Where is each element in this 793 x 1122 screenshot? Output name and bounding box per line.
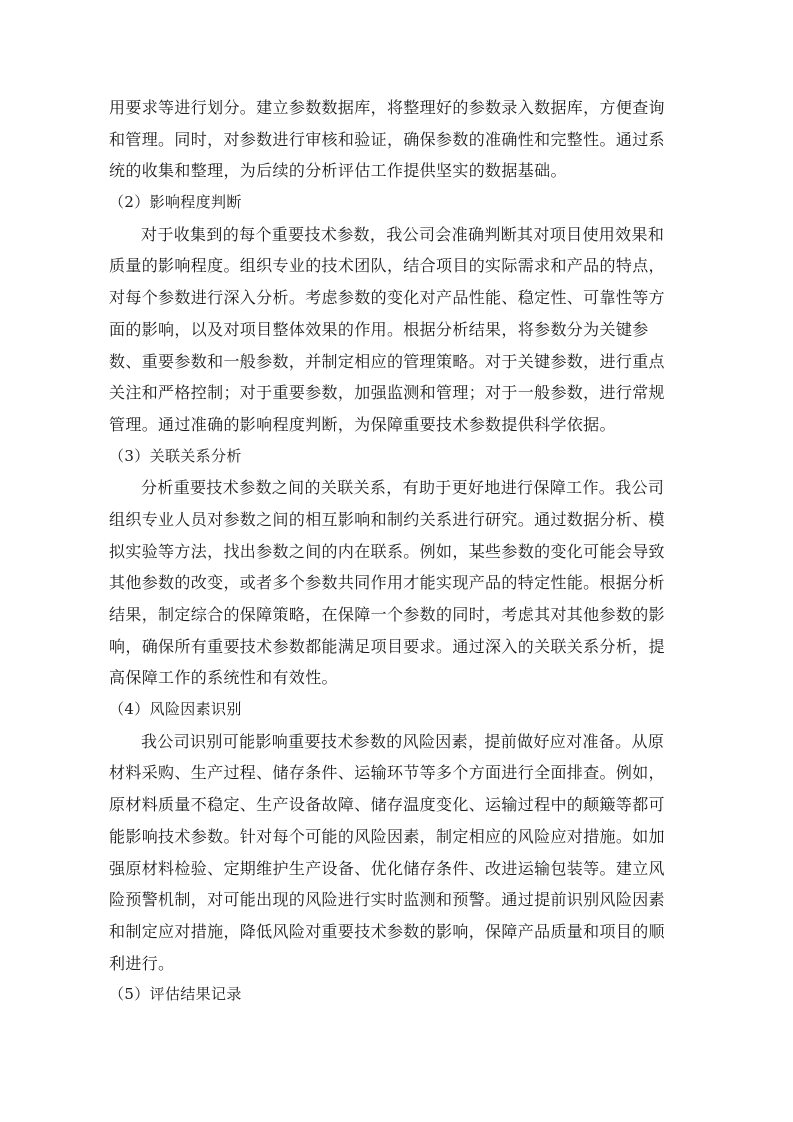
paragraph-line: 管理。通过准确的影响程度判断，为保障重要技术参数提供科学依据。 xyxy=(109,414,616,434)
paragraph-line: 对每个参数进行深入分析。考虑参数的变化对产品性能、稳定性、可靠性等方 xyxy=(109,288,665,308)
paragraph-line: 组织专业人员对参数之间的相互影响和制约关系进行研究。通过数据分析、模 xyxy=(109,509,665,529)
paragraph-line: 面的影响，以及对项目整体效果的作用。根据分析结果，将参数分为关键参 xyxy=(109,319,649,339)
paragraph-line: 高保障工作的系统性和有效性。 xyxy=(109,668,338,688)
paragraph-line: 和制定应对措施，降低风险对重要技术参数的影响，保障产品质量和项目的顺 xyxy=(109,921,665,941)
paragraph-line: 数、重要参数和一般参数，并制定相应的管理策略。对于关键参数，进行重点 xyxy=(109,351,665,371)
section-result-record xyxy=(109,979,682,1011)
paragraph-line: 险预警机制，对可能出现的风险进行实时监测和预警。通过提前识别风险因素 xyxy=(109,890,665,910)
section-heading: （4）风险因素识别 xyxy=(109,700,242,719)
paragraph-line: 分析重要技术参数之间的关联关系，有助于更好地进行保障工作。我公司 xyxy=(141,478,665,498)
paragraph-line: 利进行。 xyxy=(109,953,175,973)
paragraph-line: 关注和严格控制；对于重要参数，加强监测和管理；对于一般参数，进行常规 xyxy=(109,383,665,403)
section-heading: （5）评估结果记录 xyxy=(109,985,242,1004)
paragraph-line: 用要求等进行划分。建立参数数据库，将整理好的参数录入数据库，方便查询 xyxy=(109,98,665,117)
paragraph-line: 能影响技术参数。针对每个可能的风险因素，制定相应的风险应对措施。如加 xyxy=(109,826,665,846)
paragraph-line: 我公司识别可能影响重要技术参数的风险因素，提前做好应对准备。从原 xyxy=(141,731,665,751)
intro-paragraph xyxy=(109,92,682,187)
paragraph-line: 对于收集到的每个重要技术参数，我公司会准确判断其对项目使用效果和 xyxy=(141,224,665,244)
section-heading: （2）影响程度判断 xyxy=(109,193,242,212)
paragraph-line: 响，确保所有重要技术参数都能满足项目要求。通过深入的关联关系分析，提 xyxy=(109,636,665,656)
section-risk-identification xyxy=(109,694,682,979)
paragraph-line: 强原材料检验、定期维护生产设备、优化储存条件、改进运输包装等。建立风 xyxy=(109,858,665,878)
paragraph-line: 统的收集和整理，为后续的分析评估工作提供坚实的数据基础。 xyxy=(109,161,567,181)
paragraph-line: 材料采购、生产过程、储存条件、运输环节等多个方面进行全面排查。例如， xyxy=(109,763,665,783)
paragraph-line: 其他参数的改变，或者多个参数共同作用才能实现产品的特定性能。根据分析 xyxy=(109,573,665,593)
section-correlation-analysis xyxy=(109,441,682,695)
section-heading: （3）关联关系分析 xyxy=(109,446,242,465)
paragraph-line: 原材料质量不稳定、生产设备故障、储存温度变化、运输过程中的颠簸等都可 xyxy=(109,795,665,815)
paragraph-line: 质量的影响程度。组织专业的技术团队，结合项目的实际需求和产品的特点， xyxy=(109,256,665,276)
paragraph-line: 结果，制定综合的保障策略，在保障一个参数的同时，考虑其对其他参数的影 xyxy=(109,605,665,624)
paragraph-line: 和管理。同时，对参数进行审核和验证，确保参数的准确性和完整性。通过系 xyxy=(109,129,665,149)
document-page xyxy=(109,92,682,1011)
paragraph-line: 拟实验等方法，找出参数之间的内在联系。例如，某些参数的变化可能会导致 xyxy=(109,541,665,561)
section-impact-assessment xyxy=(109,187,682,441)
